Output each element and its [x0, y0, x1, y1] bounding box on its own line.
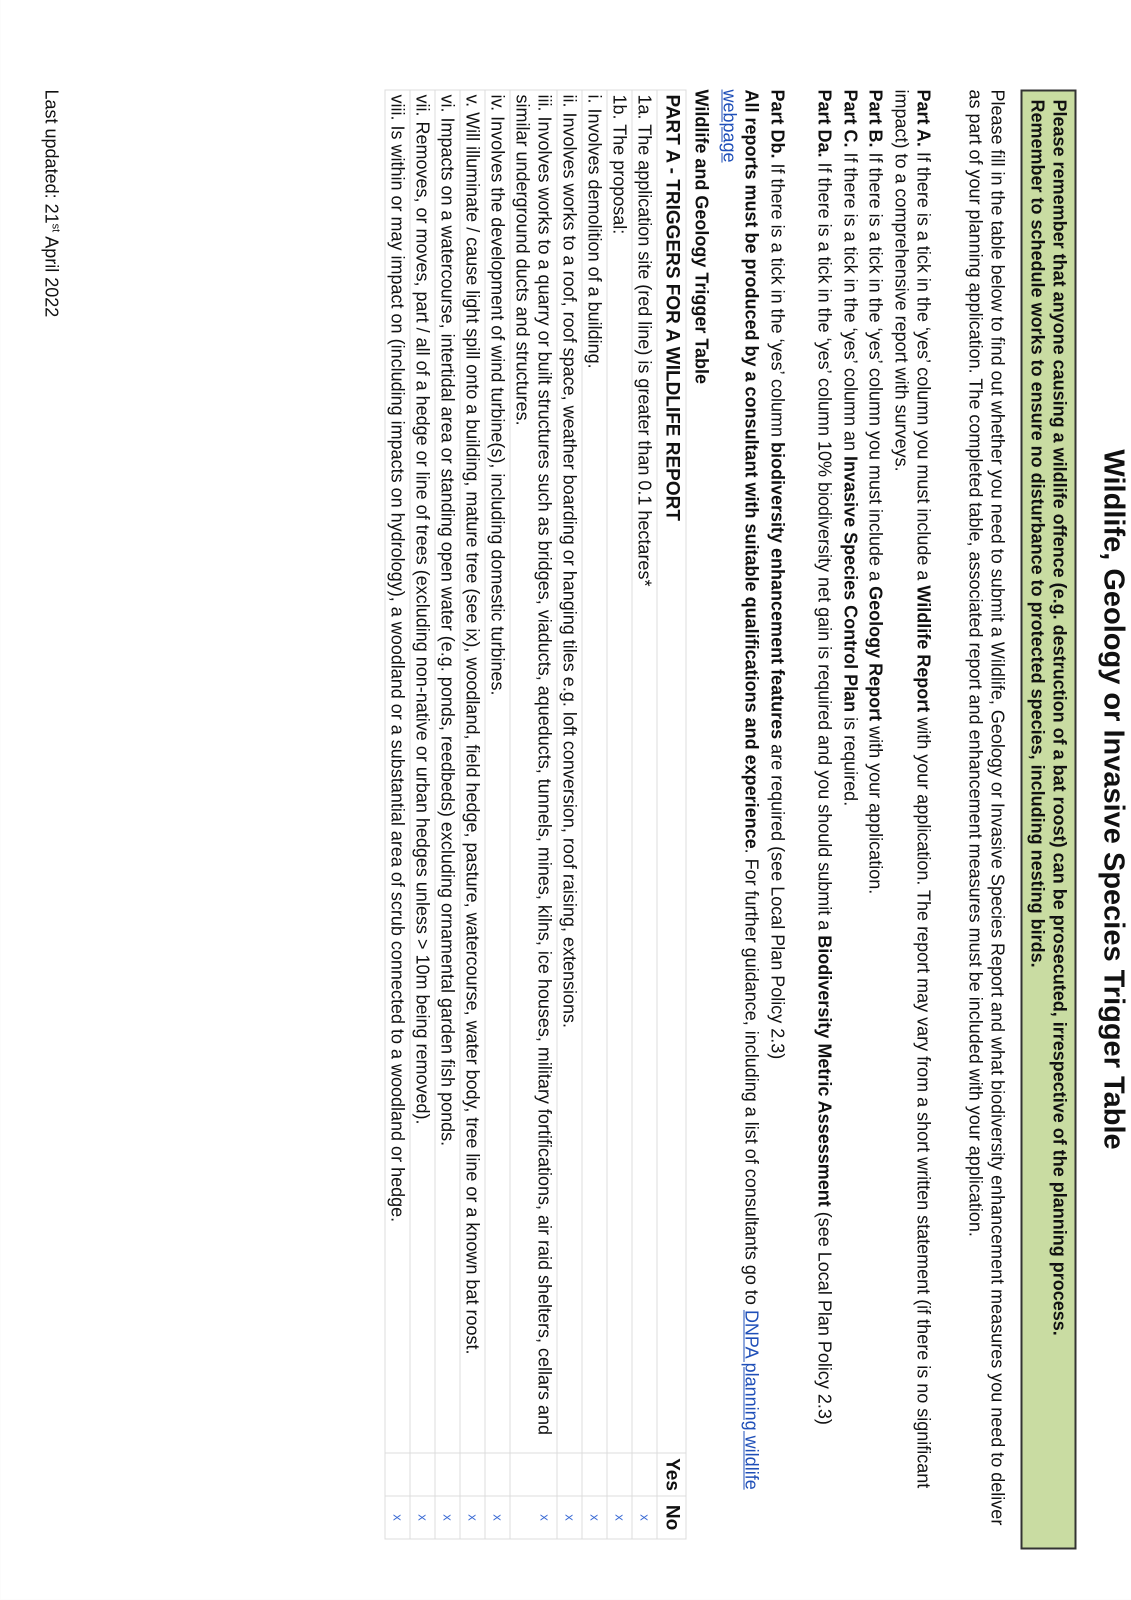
part-da-label: Part Da. — [814, 89, 835, 158]
part-db-label: Part Db. — [767, 89, 788, 159]
warning-line-1: Please remember that anyone causing a wildlife offence (e.g. destruction of a bat roost) can be prosecuted, irrespective of the planning process. — [1049, 99, 1070, 1336]
page-title: Wildlife, Geology or Invasive Species Trigger Table — [1097, 449, 1130, 1150]
yes-checkbox[interactable] — [460, 1453, 485, 1496]
part-a-bold: Wildlife Report — [913, 585, 934, 713]
yes-checkbox[interactable] — [485, 1453, 510, 1496]
table-row — [435, 90, 460, 1539]
part-c-bold: Invasive Species Control Plan — [840, 456, 861, 713]
table-row — [510, 90, 557, 1539]
planning-wildlife-link[interactable]: DNPA planning wildlife webpage — [719, 89, 762, 1490]
no-checkbox[interactable]: x — [632, 1496, 657, 1539]
no-checkbox[interactable]: x — [435, 1496, 460, 1539]
warning-box — [1021, 90, 1077, 1550]
no-checkbox[interactable]: x — [410, 1496, 435, 1539]
part-c-paragraph — [840, 90, 862, 1540]
table-row — [582, 90, 607, 1539]
trigger-text: 1b. The proposal: — [607, 90, 632, 1453]
yes-checkbox[interactable] — [607, 1453, 632, 1496]
part-db-paragraph — [767, 90, 789, 1540]
part-c-label: Part C. — [840, 89, 861, 148]
part-c-pre: If there is a tick in the ‘yes’ column an — [840, 152, 861, 452]
yes-checkbox[interactable] — [582, 1453, 607, 1496]
all-reports-post: . For further guidance, including a list of consultants go to — [741, 848, 762, 1305]
no-checkbox[interactable]: x — [460, 1496, 485, 1539]
yes-checkbox[interactable] — [510, 1453, 557, 1496]
no-checkbox[interactable]: x — [607, 1496, 632, 1539]
part-da-bold: Biodiversity Metric Assessment — [814, 935, 835, 1207]
part-db-pre: If there is a tick in the ‘yes’ column — [767, 163, 788, 437]
trigger-text: v. Will illuminate / cause light spill onto a building, mature tree (see ix), woodland, field hedge, pasture, watercourse, water body, tree line or a known bat roost. — [460, 90, 485, 1453]
last-updated-sup: st — [49, 223, 62, 233]
part-b-post: with your application. — [865, 726, 886, 895]
no-checkbox[interactable]: x — [485, 1496, 510, 1539]
part-da-paragraph — [814, 90, 836, 1540]
yes-column-header: Yes — [657, 1453, 686, 1496]
table-row — [410, 90, 435, 1539]
intro-paragraph: Please fill in the table below to find out whether you need to submit a Wildlife, Geology or Invasive Species Report and what biodiversity enhancement measures you need to deliver as part of your planning application. The completed table, associated report and enhancement measures must be included with your application. — [965, 89, 1008, 1526]
document-page — [1, 0, 1131, 1600]
trigger-text: iv. Involves the development of wind turbine(s), including domestic turbines. — [485, 90, 510, 1453]
part-a-pre: If there is a tick in the ‘yes’ column you must include a — [913, 151, 934, 581]
yes-checkbox[interactable] — [385, 1453, 410, 1496]
table-row — [557, 90, 582, 1539]
table-row — [607, 90, 632, 1539]
yes-checkbox[interactable] — [435, 1453, 460, 1496]
trigger-text: ii. Involves works to a roof, roof space, weather boarding or hanging tiles e.g. loft conversion, roof raising, extensions. — [557, 90, 582, 1453]
part-a-header: PART A - TRIGGERS FOR A WILDLIFE REPORT — [657, 90, 686, 1453]
trigger-text: vii. Removes, or moves, part / all of a hedge or line of trees (excluding non-native or urban hedges unless > 10m being removed). — [410, 90, 435, 1453]
part-a-post: with your application. The report may vary from a short written statement (if there is no significant impact) to a comprehensive report with surveys. — [891, 89, 934, 1489]
part-b-bold: Geology Report — [865, 586, 886, 722]
no-checkbox[interactable]: x — [582, 1496, 607, 1539]
part-a-paragraph — [891, 90, 935, 1540]
all-reports-paragraph — [719, 90, 763, 1540]
last-updated-suffix: April 2022 — [41, 232, 62, 318]
table-row — [632, 90, 657, 1539]
no-column-header: No — [657, 1496, 686, 1539]
trigger-text: viii. Is within or may impact on (including impacts on hydrology), a woodland or a substantial area of scrub connected to a woodland or hedge. — [385, 90, 410, 1453]
part-a-label: Part A. — [913, 89, 934, 147]
part-c-post: is required. — [840, 717, 861, 807]
trigger-table — [385, 90, 687, 1540]
part-b-pre: If there is a tick in the ‘yes’ column you must include a — [865, 152, 886, 582]
no-checkbox[interactable]: x — [557, 1496, 582, 1539]
last-updated-prefix: Last updated: 21 — [41, 89, 62, 224]
part-da-pre: If there is a tick in the ‘yes’ column 10% biodiversity net gain is required and you should submit a — [814, 162, 835, 931]
table-row — [460, 90, 485, 1539]
part-db-post: are required (see Local Plan Policy 2.3) — [767, 744, 788, 1060]
table-row — [485, 90, 510, 1539]
warning-line-2: Remember to schedule works to ensure no disturbance to protected species, including nesting birds. — [1027, 99, 1048, 968]
yes-checkbox[interactable] — [632, 1453, 657, 1496]
part-da-post: (see Local Plan Policy 2.3) — [814, 1211, 835, 1425]
last-updated — [41, 90, 62, 318]
part-b-label: Part B. — [865, 89, 886, 148]
trigger-text: i. Involves demolition of a building. — [582, 90, 607, 1453]
part-db-bold: biodiversity enhancement features — [767, 442, 788, 740]
all-reports-bold: All reports must be produced by a consultant with suitable qualifications and experience — [741, 89, 762, 849]
trigger-text: vi. Impacts on a watercourse, intertidal area or standing open water (e.g. ponds, reedbeds) excluding ornamental garden fish ponds. — [435, 90, 460, 1453]
table-header-row — [657, 90, 686, 1539]
table-title: Wildlife and Geology Trigger Table — [691, 89, 712, 385]
yes-checkbox[interactable] — [557, 1453, 582, 1496]
no-checkbox[interactable]: x — [385, 1496, 410, 1539]
no-checkbox[interactable]: x — [510, 1496, 557, 1539]
trigger-text: 1a. The application site (red line) is greater than 0.1 hectares* — [632, 90, 657, 1453]
part-b-paragraph — [865, 90, 887, 1540]
table-row — [385, 90, 410, 1539]
yes-checkbox[interactable] — [410, 1453, 435, 1496]
trigger-text: iii. Involves works to a quarry or built structures such as bridges, viaducts, aqueducts, tunnels, mines, kilns, ice houses, military fortifications, air raid shelters, cellars and similar underground ducts and structures. — [510, 90, 557, 1453]
